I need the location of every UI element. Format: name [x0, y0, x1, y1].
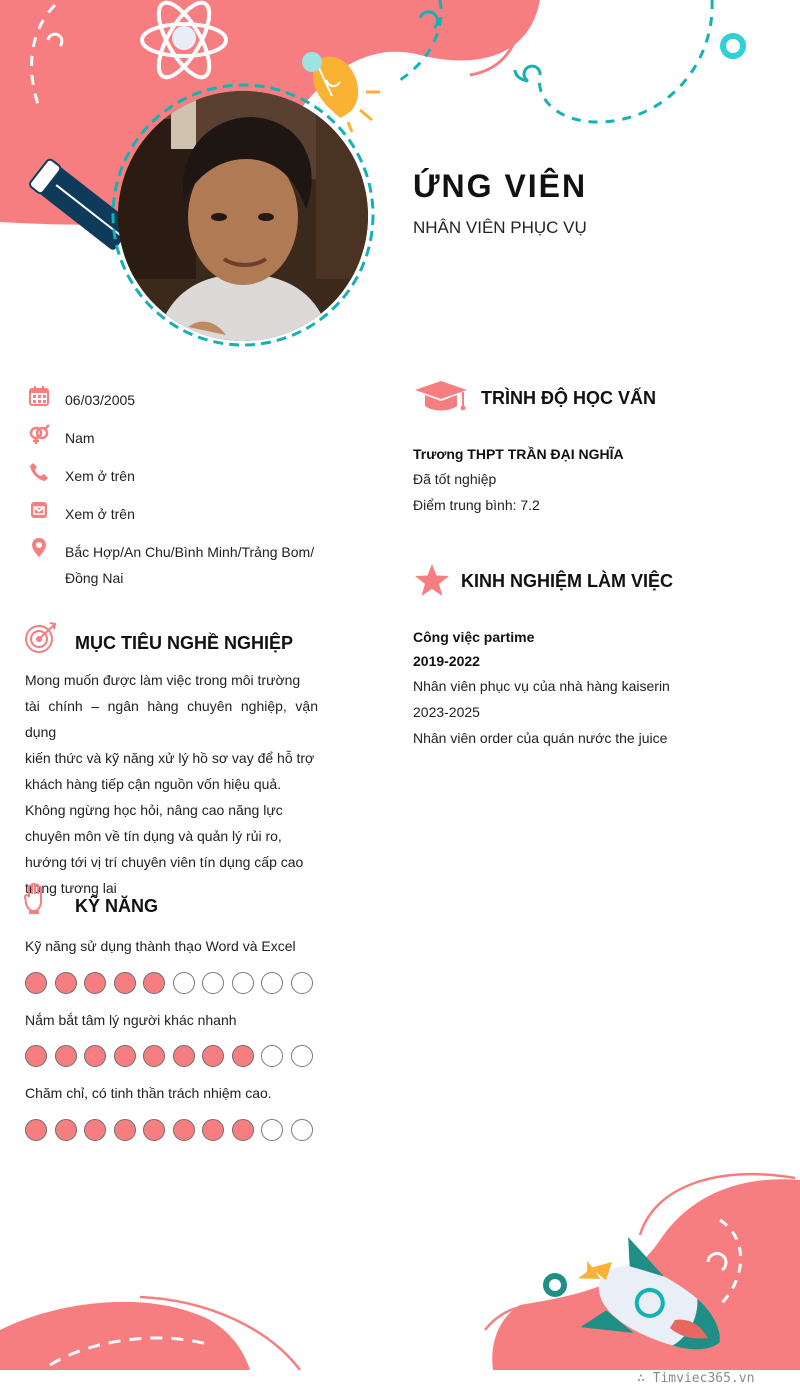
rating-dot-filled — [84, 1119, 106, 1141]
candidate-name: ỨNG VIÊN — [413, 168, 588, 204]
rating-dot-filled — [143, 1045, 165, 1067]
rating-dot-filled — [55, 1119, 77, 1141]
rating-dot-filled — [143, 972, 165, 994]
rating-dot-filled — [55, 1045, 77, 1067]
rating-dot-filled — [202, 1119, 224, 1141]
birthday-row — [28, 385, 328, 411]
objective-line: chuyên môn về tín dụng và quản lý rủi ro, — [25, 828, 282, 844]
graduation-cap-icon — [413, 380, 469, 416]
avatar — [116, 89, 370, 343]
address-text — [65, 539, 314, 591]
skills-title: KỸ NĂNG — [75, 896, 159, 916]
rating-dot-filled — [173, 1045, 195, 1067]
objective-line: khách hàng tiếp cận nguồn vốn hiệu quả. — [25, 776, 282, 792]
education-school: Trương THPT TRẦN ĐẠI NGHĨA — [413, 446, 624, 462]
objective-line: kiến thức và kỹ năng xử lý hồ sơ vay để hỗ trợ — [25, 750, 315, 766]
rating-dot-empty — [291, 1045, 313, 1067]
location-pin-icon — [28, 537, 50, 559]
rating-dot-empty — [291, 972, 313, 994]
target-icon — [24, 621, 58, 655]
rating-dot-filled — [143, 1119, 165, 1141]
address-line-2: Đồng Nai — [65, 570, 124, 586]
rating-dot-empty — [232, 972, 254, 994]
skill-name: Chăm chỉ, có tinh thần trách nhiệm cao. — [25, 1085, 272, 1101]
watermark: ∴ Timviec365.vn — [637, 1371, 755, 1386]
rating-dot-filled — [114, 1119, 136, 1141]
phone-row — [28, 461, 328, 487]
rating-dot-filled — [232, 1119, 254, 1141]
objective-line: Mong muốn được làm việc trong môi trường — [25, 672, 301, 688]
address-row — [28, 537, 328, 589]
skill-name: Nắm bắt tâm lý người khác nhanh — [25, 1012, 237, 1028]
skill-rating — [25, 1045, 325, 1069]
phone-text: Xem ở trên — [65, 468, 135, 484]
objective-line: Không ngừng học hỏi, nâng cao năng lực — [25, 802, 283, 818]
objective-line: hướng tới vị trí chuyên viên tín dụng cấp cao — [25, 854, 304, 870]
rating-dot-empty — [261, 972, 283, 994]
gender-text: Nam — [65, 430, 95, 446]
email-text: Xem ở trên — [65, 506, 135, 522]
education-status: Đã tốt nghiệp — [413, 471, 497, 487]
gender-icon — [28, 423, 50, 445]
rating-dot-empty — [173, 972, 195, 994]
calendar-icon — [28, 385, 50, 407]
address-line-1: Bắc Hợp/An Chu/Bình Minh/Trảng Bom/ — [65, 544, 315, 560]
experience-description: Nhân viên phục vụ của nhà hàng kaiserin — [413, 678, 670, 694]
experience-description: Nhân viên order của quán nước the juice — [413, 730, 668, 746]
objective-line: trong tương lai — [25, 880, 117, 896]
rating-dot-empty — [202, 972, 224, 994]
experience-heading: Công việc partime — [413, 629, 535, 645]
education-gpa: Điểm trung bình: 7.2 — [413, 497, 540, 513]
skill-rating — [25, 972, 325, 996]
rating-dot-empty — [261, 1119, 283, 1141]
birthday-text: 06/03/2005 — [65, 392, 136, 408]
star-icon — [414, 563, 450, 597]
rating-dot-filled — [25, 972, 47, 994]
rating-dot-filled — [114, 972, 136, 994]
rating-dot-filled — [202, 1045, 224, 1067]
rating-dot-filled — [84, 972, 106, 994]
rating-dot-filled — [84, 1045, 106, 1067]
rating-dot-empty — [291, 1119, 313, 1141]
rating-dot-filled — [25, 1045, 47, 1067]
rating-dot-filled — [25, 1119, 47, 1141]
experience-period: 2023-2025 — [413, 704, 480, 720]
experience-title: KINH NGHIỆM LÀM VIỆC — [461, 571, 674, 591]
skill-name: Kỹ năng sử dụng thành thạo Word và Excel — [25, 938, 296, 954]
experience-period: 2019-2022 — [413, 653, 480, 669]
gender-row — [28, 423, 328, 449]
job-title: NHÂN VIÊN PHỤC VỤ — [413, 218, 587, 237]
objective-text — [25, 667, 318, 901]
rating-dot-filled — [55, 972, 77, 994]
objective-line: tài chính – ngân hàng chuyên nghiệp, vận dụng — [25, 698, 318, 740]
objective-title: MỤC TIÊU NGHỀ NGHIỆP — [75, 633, 294, 653]
education-title: TRÌNH ĐỘ HỌC VẤN — [481, 388, 656, 408]
rating-dot-empty — [261, 1045, 283, 1067]
hand-icon — [24, 883, 48, 915]
email-icon — [28, 499, 50, 521]
rating-dot-filled — [114, 1045, 136, 1067]
skill-rating — [25, 1119, 325, 1143]
rating-dot-filled — [173, 1119, 195, 1141]
phone-icon — [28, 461, 50, 483]
email-row — [28, 499, 328, 525]
rating-dot-filled — [232, 1045, 254, 1067]
